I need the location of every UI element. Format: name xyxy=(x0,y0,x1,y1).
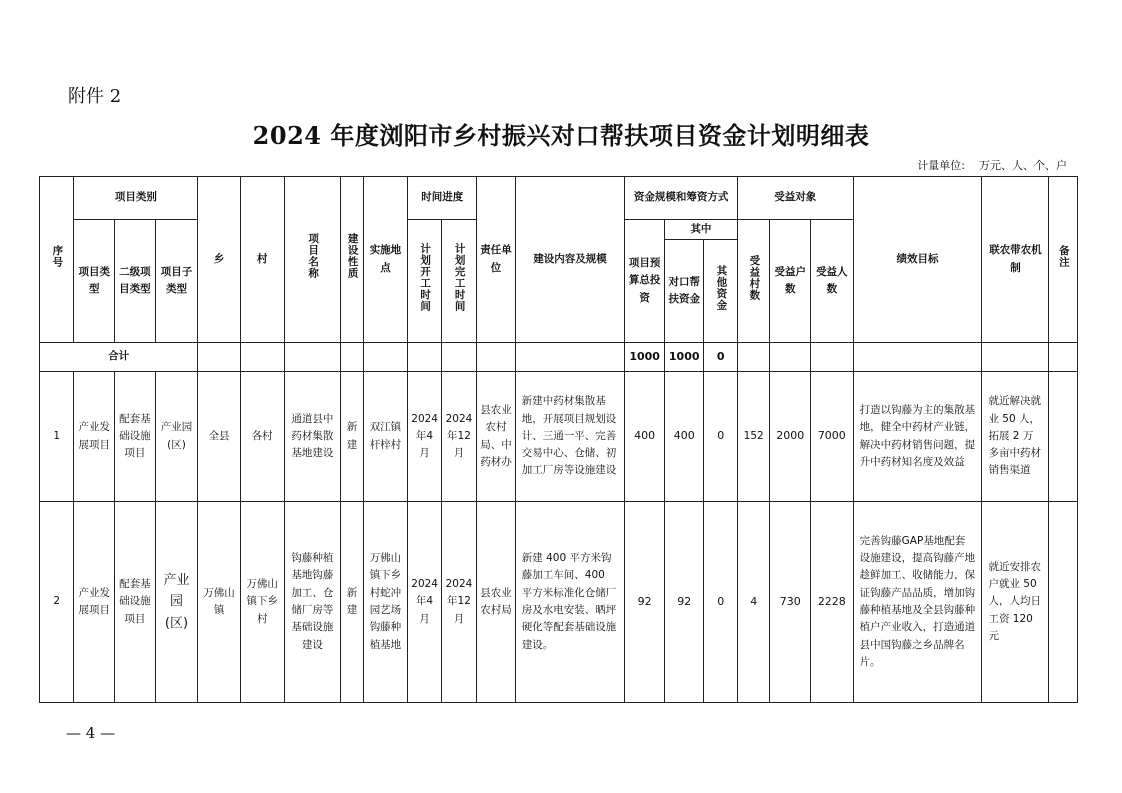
row-subtype: 产业园(区) xyxy=(155,372,198,502)
row-start: 2024年4月 xyxy=(408,372,441,502)
header-township: 乡 xyxy=(198,177,241,343)
header-nature: 建设性质 xyxy=(341,177,363,343)
header-category: 项目类别 xyxy=(74,177,198,220)
row-total: 92 xyxy=(625,502,665,703)
row-persons: 2228 xyxy=(811,502,854,703)
row-persons: 7000 xyxy=(811,372,854,502)
header-funds: 资金规模和筹资方式 xyxy=(625,177,738,220)
row-villages: 4 xyxy=(737,502,769,703)
header-total: 项目预算总投资 xyxy=(625,220,665,343)
total-other: 0 xyxy=(704,343,737,372)
row-township: 万佛山镇 xyxy=(198,502,241,703)
header-seq: 序号 xyxy=(40,177,74,343)
row-type: 产业发展项目 xyxy=(74,502,115,703)
fund-plan-table xyxy=(39,176,1078,703)
row-nature: 新建 xyxy=(341,502,363,703)
row-unit: 县农业农村局、中药材办 xyxy=(477,372,516,502)
row-goal: 打造以钩藤为主的集散基地，健全中药材产业链，解决中药材销售问题，提升中药材知名度及效益 xyxy=(853,372,982,502)
unit-label: 计量单位: xyxy=(917,159,965,172)
header-start: 计划开工时间 xyxy=(408,220,441,343)
page-title: 2024 年度浏阳市乡村振兴对口帮扶项目资金计划明细表 xyxy=(252,121,870,150)
row-village: 各村 xyxy=(240,372,284,502)
header-level2: 二级项目类型 xyxy=(115,220,156,343)
header-schedule: 时间进度 xyxy=(408,177,477,220)
row-name: 钩藤种植基地钩藤加工、仓储厂房等基础设施建设 xyxy=(284,502,341,703)
row-content: 新建中药材集散基地，开展项目规划设计、三通一平、完善交易中心、仓储、初加工厂房等设施建设 xyxy=(515,372,625,502)
total-label: 合计 xyxy=(40,343,198,372)
row-level2: 配套基础设施项目 xyxy=(115,372,156,502)
page-number: — 4 — xyxy=(66,724,116,742)
row-location: 万佛山镇下乡村蛇冲园艺场钩藤种植基地 xyxy=(363,502,408,703)
row-name: 通道县中药材集散基地建设 xyxy=(284,372,341,502)
attachment-label: 附件 2 xyxy=(68,86,122,107)
row-unit: 县农业农村局 xyxy=(477,502,516,703)
row-villages: 152 xyxy=(737,372,769,502)
row-subtype: 产业园(区) xyxy=(155,502,198,703)
row-goal: 完善钩藤GAP基地配套设施建设，提高钩藤产地趁鲜加工、收储能力，保证钩藤产品品质，增加钩藤种植基地及全县钩藤种植户产业收入，打造通道县中国钩藤之乡品牌名片。 xyxy=(853,502,982,703)
row-township: 全县 xyxy=(198,372,241,502)
row-linkage: 就近解决就业 50 人，拓展 2 万多亩中药材销售渠道 xyxy=(982,372,1049,502)
header-goal: 绩效目标 xyxy=(853,177,982,343)
header-end: 计划完工时间 xyxy=(441,220,477,343)
header-location: 实施地点 xyxy=(363,177,408,343)
header-villages: 受益村数 xyxy=(737,220,769,343)
row-other: 0 xyxy=(704,372,737,502)
row-content: 新建 400 平方米钩藤加工车间、400 平方米标准化仓储厂房及水电安装、晒坪硬化等配套基础设施建设。 xyxy=(515,502,625,703)
row-nature: 新建 xyxy=(341,372,363,502)
row-households: 730 xyxy=(770,502,811,703)
header-beneficiary: 受益对象 xyxy=(737,177,853,220)
table-row xyxy=(40,372,1078,502)
row-village: 万佛山镇下乡村 xyxy=(240,502,284,703)
header-remark: 备注 xyxy=(1049,177,1078,343)
total-budget: 1000 xyxy=(625,343,665,372)
header-village: 村 xyxy=(240,177,284,343)
row-level2: 配套基础设施项目 xyxy=(115,502,156,703)
row-other: 0 xyxy=(704,502,737,703)
header-linkage: 联农带农机制 xyxy=(982,177,1049,343)
row-start: 2024年4月 xyxy=(408,502,441,703)
header-of-which: 其中 xyxy=(664,220,737,240)
header-unit: 责任单位 xyxy=(477,177,516,343)
row-seq: 1 xyxy=(40,372,74,502)
row-location: 双江镇杆梓村 xyxy=(363,372,408,502)
total-counterpart: 1000 xyxy=(664,343,704,372)
total-row xyxy=(40,343,1078,372)
row-seq: 2 xyxy=(40,502,74,703)
unit-value: 万元、人、个、户 xyxy=(979,159,1067,172)
row-counterpart: 400 xyxy=(664,372,704,502)
header-subtype: 项目子类型 xyxy=(155,220,198,343)
row-total: 400 xyxy=(625,372,665,502)
row-linkage: 就近安排农户就业 50 人，人均日工资 120 元 xyxy=(982,502,1049,703)
row-counterpart: 92 xyxy=(664,502,704,703)
row-end: 2024年12月 xyxy=(441,372,477,502)
row-end: 2024年12月 xyxy=(441,502,477,703)
table-row xyxy=(40,502,1078,703)
row-households: 2000 xyxy=(770,372,811,502)
row-type: 产业发展项目 xyxy=(74,372,115,502)
header-households: 受益户数 xyxy=(770,220,811,343)
header-name: 项目名称 xyxy=(284,177,341,343)
header-other: 其他资金 xyxy=(704,240,737,343)
unit-note xyxy=(917,157,1067,173)
header-content: 建设内容及规模 xyxy=(515,177,625,343)
header-persons: 受益人数 xyxy=(811,220,854,343)
header-type: 项目类型 xyxy=(74,220,115,343)
header-counterpart: 对口帮扶资金 xyxy=(664,240,704,343)
row-remark xyxy=(1049,502,1078,703)
row-remark xyxy=(1049,372,1078,502)
